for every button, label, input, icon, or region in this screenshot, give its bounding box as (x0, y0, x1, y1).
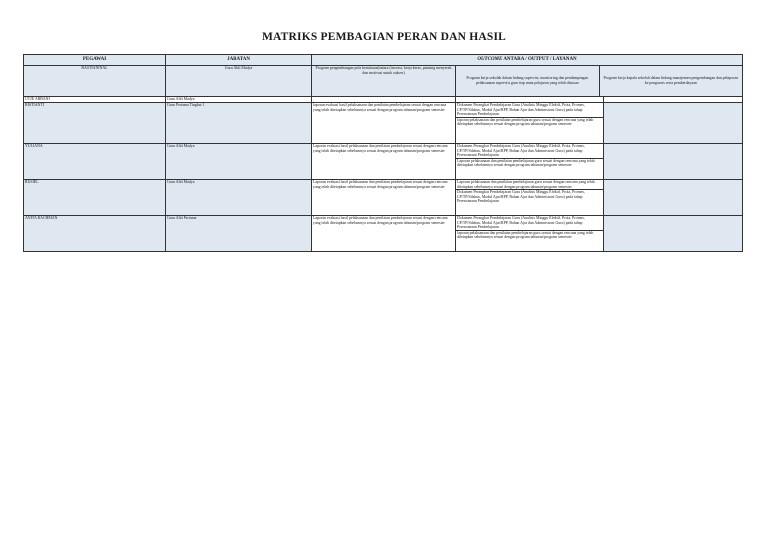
cell-jabatan: Guru Pertama Tingkat 1 (166, 103, 312, 144)
cell-jabatan: Guru Ahli Madya (166, 180, 312, 216)
table-row (24, 216, 743, 252)
cell-outcome-c (604, 180, 743, 216)
cell-head-outcome-a: Program pengembangan pola kemitraan(antara (inovasi, kerja keras, pantang menyerah dan motivasi untuk sukses) (312, 66, 456, 97)
cell-head-outcome-b: Program kerja sekolah dalam bidang supervisi, monitoring dan pendampingan pelaksanaan supervisi guru tiap mata pelajaran yang telah disusun (466, 76, 589, 85)
table-row (24, 144, 743, 180)
outcome-item: Dokumen Perangkat Pembelajaran Guru (Analisis Minggu Efektif, Prota, Promes, CP/TP/Silabus, Modul Ajar/RPP, Bahan Ajar dan Administrasi Guru) pada tahap Perencanaan Pembelajaran (457, 144, 585, 158)
header-pegawai: PEGAWAI (24, 55, 166, 66)
cell-nama: YULIANA (24, 144, 166, 180)
cell-jabatan: Guru Ahli Pertama (166, 216, 312, 252)
cell-outcome-b (456, 144, 604, 180)
table-header-row (24, 55, 743, 66)
cell-nama: UTJE ARBANI (24, 97, 166, 103)
header-jabatan: JABATAN (166, 55, 312, 66)
table-row (24, 180, 743, 216)
table-row-head (24, 66, 743, 97)
cell-outcome-b (456, 103, 604, 144)
cell-head-outcome-c: Program kerja kepala sekolah dalam bidang manajemen pengembangan dan pelaporan ke pengawas serta pemberdayaan (599, 66, 743, 96)
cell-outcome-c (604, 216, 743, 252)
cell-jabatan: Guru Ahli Madya (166, 144, 312, 180)
cell-outcome-c (604, 144, 743, 180)
header-outcome-italic: OUTCOME (477, 56, 503, 62)
cell-nama: RISTIANTI (24, 103, 166, 144)
table-row (24, 103, 743, 144)
outcome-item: Laporan pelaksanaan dan penilaian pembelajaran guru sesuai dengan rencana yang telah ditetapkan sebelumnya sesuai dengan program tahunan/program semester (457, 180, 595, 189)
outcome-item: Dokumen Perangkat Pembelajaran Guru (Analisis Minggu Efektif, Prota, Promes, CP/TP/Silabus, Modul Ajar/RPP, Bahan Ajar dan Administrasi Guru) pada tahap Perencanaan Pembelajaran (457, 103, 585, 117)
outcome-item: laporan pelaksanaan dan penilaian pembelajaran guru sesuai dengan rencana yang telah ditetapkan sebelumnya sesuai dengan program tahunan/program semester (456, 230, 603, 240)
outcome-item: Laporan pelaksanaan dan penilaian pembelajaran guru sesuai dengan rencana yang telah ditetapkan sebelumnya sesuai dengan program tahunan/program semester (456, 158, 603, 168)
cell-outcome-b (456, 216, 604, 252)
outcome-item: laporan pelaksanaan dan penilaian pembelajaran guru sesuai dengan rencana yang telah ditetapkan sebelumnya sesuai dengan program tahunan/program semester (456, 117, 603, 127)
cell-outcome-a: Laporan evaluasi hasil pelaksanaan dan penilaian pembelajaran sesuai dengan rencana yang telah ditetapkan sebelumnya sesuai dengan program tahunan/program semester (312, 216, 456, 252)
cell-outcome-c (604, 103, 743, 144)
header-outcome-rest: ANTARA / OUTPUT / LAYANAN (502, 56, 577, 62)
cell-outcome-b (456, 180, 604, 216)
document-title: MATRIKS PEMBAGIAN PERAN DAN HASIL (261, 31, 507, 43)
cell-jabatan: Guru Ahli Madya (166, 97, 312, 103)
cell-head-pegawai: BASTIANINAL (24, 66, 166, 97)
cell-outcome-a: Laporan evaluasi hasil pelaksanaan dan penilaian pembelajaran sesuai dengan rencana yang telah ditetapkan sebelumnya sesuai dengan program tahunan/program semester (312, 180, 456, 216)
outcome-item: Dokumen Perangkat Pembelajaran Guru (Analisis Minggu Efektif, Prota, Promes, CP/TP/Silabus, Modul Ajar/RPP, Bahan Ajar dan Administrasi Guru) pada tahap Perencanaan Pembelajaran (457, 216, 585, 230)
cell-nama: ANITA RACHMAN (24, 216, 166, 252)
header-outcome (312, 55, 743, 66)
cell-head-jabatan: Guru Ahli Madya (166, 66, 312, 97)
cell-nama: RUSIEL (24, 180, 166, 216)
cell-outcome-a: Laporan evaluasi hasil pelaksanaan dan penilaian pembelajaran sesuai dengan rencana yang telah ditetapkan sebelumnya sesuai dengan program tahunan/program semester (312, 144, 456, 180)
role-matrix-table (23, 54, 743, 252)
cell-outcome-a: laporan evaluasi hasil pelaksanaan dan penilaian pembelajaran sesuai dengan rencana yang telah ditetapkan sebelumnya sesuai dengan program tahunan/program semester (312, 103, 456, 144)
cell-head-outcome-bc (456, 66, 743, 97)
outcome-item: Dokumen Perangkat Pembelajaran Guru (Analisis Minggu Efektif, Prota, Promes, CP/TP/Silabus, Modul Ajar/RPP, Bahan Ajar dan Administrasi Guru) pada tahap Perencanaan Pembelajaran (456, 189, 603, 204)
